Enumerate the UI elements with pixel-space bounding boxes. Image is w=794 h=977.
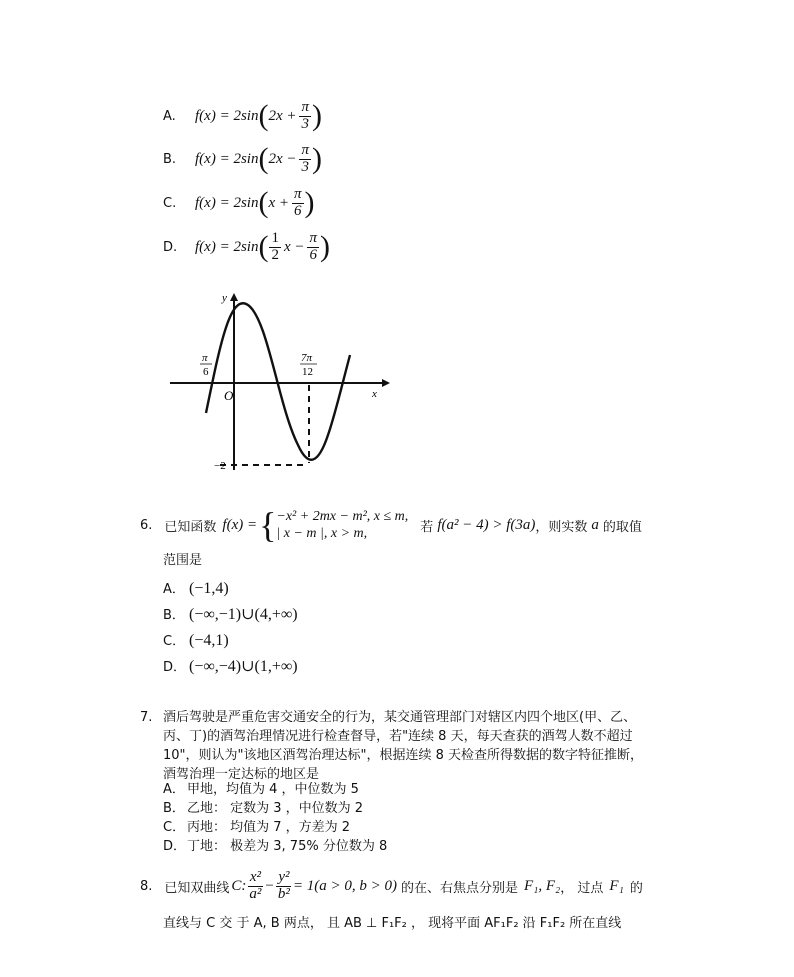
q8-eq: = 1(a > 0, b > 0) <box>292 877 397 894</box>
q8-mid1: 的在、右焦点分别是 <box>401 880 519 896</box>
option-letter: D． <box>163 660 187 675</box>
sine-curve <box>206 303 350 459</box>
q8-c: C: <box>231 877 247 894</box>
q6-intro: 已知函数 <box>164 519 217 535</box>
q7-line: 酒驾治理一定达标的地区是 <box>163 767 320 782</box>
q8-line2: 直线与 C 交 于 A, B 两点， 且 AB ⊥ F₁F₂ ， 现将平面 AF₁F₂ 沿 F₁F₂ 所在直线 <box>163 916 622 931</box>
q6-option <box>163 604 298 624</box>
half-fraction: $\frac{1}{2}$ <box>271 229 279 263</box>
q8-f1: F₁ <box>609 877 624 894</box>
option-letter: C． <box>163 820 186 835</box>
q7-line: 10"，则认为"该地区酒驾治理达标"，根据连续 8 天检查所得数据的数字特征推断， <box>163 748 644 763</box>
q6-case2: | x − m |, x > m, <box>276 526 368 541</box>
option-text: (−1,4) <box>189 580 229 597</box>
left-paren: ( <box>258 230 269 263</box>
option-text: (−4,1) <box>189 632 229 649</box>
option-letter: C． <box>163 634 186 649</box>
q8-foci: F₁, F₂ <box>524 877 561 894</box>
option-lhs: f(x) = 2sin <box>195 194 259 211</box>
q5-option: D. f(x) = 2sin ( $\frac{1}{2}$ x − $\frac{\pi}{6}$ ) <box>163 229 330 263</box>
q8-end1: 的 <box>629 880 643 896</box>
q7-option <box>163 818 350 837</box>
pi-fraction: $\frac{\pi}{6}$ <box>309 229 317 263</box>
q6-cases <box>276 508 408 542</box>
origin-label: O <box>224 388 234 403</box>
tick-right-den: 12 <box>302 366 313 378</box>
q7-option <box>163 780 359 799</box>
q8-frac-x: $\frac{\text{x²}}{\text{a²}}$ <box>249 868 262 902</box>
q6-cond-pre: 若 <box>420 519 434 535</box>
q7-line: 丙、丁)的酒驾治理情况进行检查督导，若"连续 8 天，每天查获的酒驾人数不超过 <box>163 729 633 744</box>
q5-option: A. f(x) = 2sin ( 2x + $\frac{\pi}{3}$ ) <box>163 98 322 132</box>
q6-stem <box>140 505 642 545</box>
option-letter: B． <box>163 608 185 623</box>
q7-option <box>163 799 363 818</box>
pi-fraction: $\frac{\pi}{6}$ <box>293 185 302 219</box>
option-text: 丙地： 均值为 7 ，方差为 2 <box>187 820 351 835</box>
option-lhs: f(x) = 2sin <box>195 238 259 255</box>
q8-number: 8. <box>140 878 153 894</box>
y-axis-arrow <box>230 293 238 301</box>
tick-right-num: 7π <box>301 352 313 364</box>
q7-option <box>163 837 387 856</box>
x-axis-label: x <box>372 388 377 400</box>
q7-number: 7. <box>140 710 153 725</box>
option-letter: D． <box>163 839 187 854</box>
option-letter: A． <box>163 782 185 797</box>
tick-left-den: 6 <box>203 366 209 378</box>
q6-number: 6. <box>140 517 153 533</box>
q6-var: a <box>591 516 599 533</box>
sine-graph <box>160 285 395 475</box>
q6-tail: 的取值 <box>602 519 642 535</box>
q8-intro: 已知双曲线 <box>164 880 230 896</box>
q6-option <box>163 656 298 676</box>
option-letter: A． <box>163 582 185 597</box>
option-letter: C. <box>163 195 177 211</box>
q6-brace: { <box>259 505 277 545</box>
q5-option: B. f(x) = 2sin ( 2x − $\frac{\pi}{3}$ ) <box>163 141 322 175</box>
left-paren: ( <box>258 142 269 175</box>
option-text: 甲地，均值为 4 ，中位数为 5 <box>187 782 359 797</box>
right-paren: ) <box>320 230 330 263</box>
option-text: 乙地： 定数为 3 ，中位数为 2 <box>187 801 364 816</box>
q6-line2: 范围是 <box>163 553 203 568</box>
right-paren: ) <box>312 99 322 132</box>
option-text: 丁地： 极差为 3, 75% 分位数为 8 <box>187 839 388 854</box>
q6-cond: f(a² − 4) > f(3a) <box>437 516 536 533</box>
q5-option: C. f(x) = 2sin ( x + $\frac{\pi}{6}$ ) <box>163 185 315 219</box>
y-axis-label: y <box>222 292 227 304</box>
q8-stem: 8. 已知双曲线 C: $\frac{\text{x²}}{\text{a²}}$ − $\frac{\text{y²}}{\text{b²}}$ = 1(a > 0, b > 0) 的在、右焦点分别是 F₁, F₂ ， 过点 F₁ 的 <box>140 868 643 902</box>
min-label: −2 <box>214 460 226 472</box>
right-paren: ) <box>304 186 315 219</box>
x-axis-arrow <box>382 379 390 387</box>
q8-mid2: ， 过点 <box>560 880 604 896</box>
option-letter: B． <box>163 801 185 816</box>
q6-option <box>163 578 229 598</box>
option-lhs: f(x) = 2sin <box>195 107 259 124</box>
q6-cond-post: ，则实数 <box>535 519 588 535</box>
q8-frac-y: $\frac{\text{y²}}{\text{b²}}$ <box>277 868 290 902</box>
left-paren: ( <box>258 186 269 219</box>
right-paren: ) <box>312 142 322 175</box>
option-text: (−∞,−1)∪(4,+∞) <box>189 606 298 623</box>
q6-fx: f(x) = <box>222 516 258 533</box>
q6-option <box>163 630 229 650</box>
option-lhs: f(x) = 2sin <box>195 150 259 167</box>
pi-fraction: $\frac{\pi}{3}$ <box>301 98 309 132</box>
q7-line: 酒后驾驶是严重危害交通安全的行为，某交通管理部门对辖区内四个地区(甲、乙、 <box>163 710 637 725</box>
left-paren: ( <box>258 99 269 132</box>
option-letter: B. <box>163 151 177 167</box>
tick-left-num: π <box>202 352 208 364</box>
pi-fraction: $\frac{\pi}{3}$ <box>301 141 309 175</box>
option-letter: A. <box>163 108 176 124</box>
option-letter: D. <box>163 239 178 255</box>
option-text: (−∞,−4)∪(1,+∞) <box>189 658 298 675</box>
q6-case1: −x² + 2mx − m², x ≤ m, <box>276 509 409 524</box>
